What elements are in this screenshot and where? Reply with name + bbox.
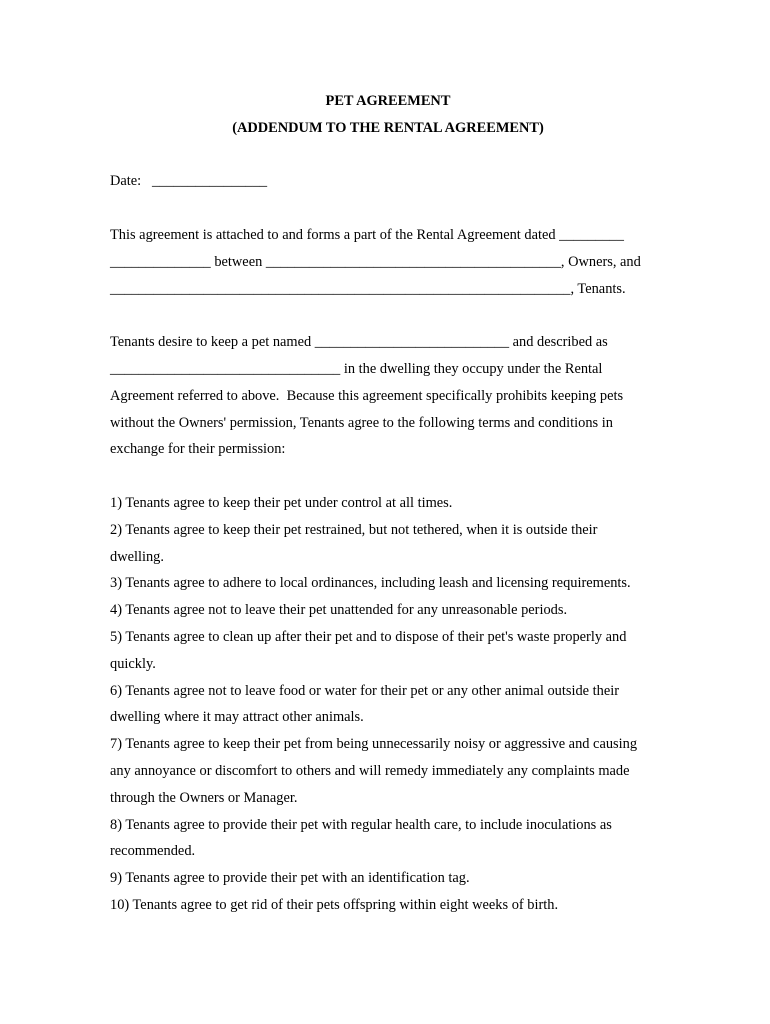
text-segment: dwelling where it may attract other animals. (110, 709, 364, 726)
text-segment: without the Owners' permission, Tenants agree to the following terms and conditions in (110, 414, 613, 431)
text-segment: recommended. (110, 843, 196, 860)
document-line (110, 356, 666, 383)
text-segment: and described as (509, 334, 608, 351)
text-segment: , Owners, and (560, 253, 641, 270)
text-segment: This agreement is attached to and forms a part of the Rental Agreement dated (110, 226, 560, 243)
document-line (110, 651, 666, 678)
text-segment: in the dwelling they occupy under the Rental (340, 360, 603, 377)
date-line-section (110, 168, 666, 195)
document-content (110, 88, 666, 919)
document-title-line1: PET AGREEMENT (325, 93, 451, 109)
document-line (110, 490, 666, 517)
blank-line (110, 195, 666, 222)
text-segment: 10) Tenants agree to get rid of their pets offspring within eight weeks of birth. (110, 896, 559, 913)
document-line (110, 838, 666, 865)
text-segment: quickly. (110, 655, 156, 672)
document-line (110, 168, 666, 195)
blank-line (110, 463, 666, 490)
fill-blank-field[interactable]: ___________________________ (314, 334, 510, 351)
text-segment (141, 173, 152, 189)
document-line (110, 276, 666, 303)
document-line (110, 570, 666, 597)
fill-blank-field[interactable]: ________________________________________________________________ (110, 280, 571, 297)
document-line (110, 731, 666, 758)
document-line (110, 758, 666, 785)
document-line (110, 892, 666, 919)
document-line (110, 785, 666, 812)
text-segment: dwelling. (110, 548, 164, 565)
fill-blank-field[interactable]: ________________________________ (110, 360, 341, 377)
document-line (110, 812, 666, 839)
text-segment: between (210, 253, 266, 270)
pet-description-paragraph (110, 329, 666, 463)
document-line (110, 624, 666, 651)
clauses-list (110, 490, 666, 919)
text-segment: Agreement referred to above. Because this agreement specifically prohibits keeping pets (110, 387, 624, 404)
text-segment: Tenants desire to keep a pet named (110, 334, 315, 351)
document-line (110, 436, 666, 463)
document-line (110, 517, 666, 544)
document-line (110, 678, 666, 705)
text-segment: 5) Tenants agree to clean up after their pet and to dispose of their pet's waste properly and (110, 628, 627, 645)
text-segment: 3) Tenants agree to adhere to local ordinances, including leash and licensing requirements. (110, 575, 631, 592)
text-segment: Date: (110, 173, 142, 190)
fill-blank-field[interactable]: ______________ (110, 253, 211, 270)
text-segment: exchange for their permission: (110, 441, 286, 458)
text-segment: 7) Tenants agree to keep their pet from being unnecessarily noisy or aggressive and causing (110, 736, 638, 753)
intro-paragraph (110, 222, 666, 302)
fill-blank-field[interactable]: ________________ (151, 173, 268, 190)
document-line (110, 383, 666, 410)
fill-blank-field[interactable]: _________________________________________ (265, 253, 561, 270)
document-line (110, 410, 666, 437)
text-segment: 8) Tenants agree to provide their pet with regular health care, to include inoculations as (110, 816, 612, 833)
document-title-line2: (ADDENDUM TO THE RENTAL AGREEMENT) (232, 119, 544, 136)
fill-blank-field[interactable]: _________ (559, 226, 624, 243)
text-segment: 9) Tenants agree to provide their pet with an identification tag. (110, 870, 470, 887)
blank-line (110, 302, 666, 329)
text-segment: 2) Tenants agree to keep their pet restrained, but not tethered, when it is outside their (110, 521, 598, 538)
text-segment: 1) Tenants agree to keep their pet under control at all times. (110, 494, 453, 511)
document-line (110, 597, 666, 624)
document-line (110, 222, 666, 249)
text-segment: 6) Tenants agree not to leave food or water for their pet or any other animal outside their (110, 682, 620, 699)
text-segment: , Tenants. (570, 280, 626, 297)
document-line (110, 249, 666, 276)
text-segment: 4) Tenants agree not to leave their pet unattended for any unreasonable periods. (110, 602, 568, 619)
document-line (110, 865, 666, 892)
text-segment: through the Owners or Manager. (110, 789, 298, 806)
document-line (110, 704, 666, 731)
document-line (110, 544, 666, 571)
blank-line (110, 142, 666, 169)
text-segment: any annoyance or discomfort to others and will remedy immediately any complaints made (110, 762, 630, 779)
document-line (110, 329, 666, 356)
